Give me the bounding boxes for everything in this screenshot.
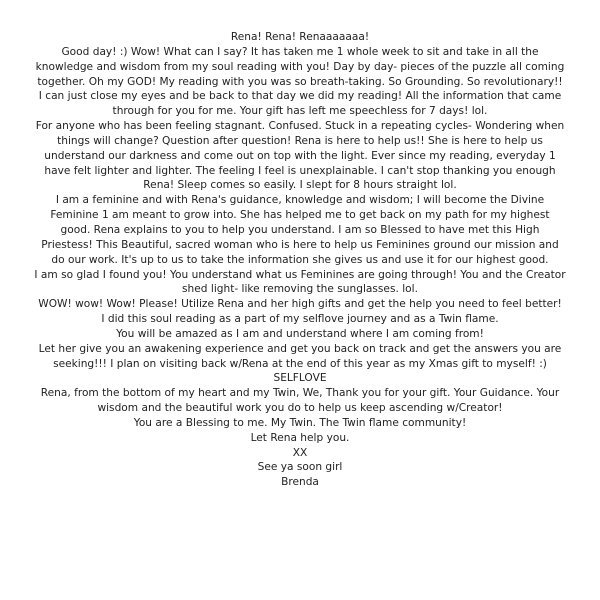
testimonial-paragraph: WOW! wow! Wow! Please! Utilize Rena and her high gifts and get the help you need to feel better! [38, 298, 562, 311]
kisses-line: XX [292, 446, 308, 459]
testimonial-paragraph: I am a feminine and with Rena's guidance, knowledge and wisdom; I will become the Divine Feminine 1 am meant to grow into. She has helped me to get back on my path for my highest good. Rena explains to you to help you understand. I am so Blessed to have met this High Priestess! This Beautiful, sacred woman who is here to help us Feminines ground our mission and do our work. It's up to us to take the information she gives us and use it for our highest good. [41, 194, 559, 266]
testimonial-paragraph: Let her give you an awakening experience and get you back on track and get the answers you are seeking!!! I plan on visiting back w/Rena at the end of this year as my Xmas gift to myself! :) [38, 342, 562, 370]
farewell-line: See ya soon girl [257, 461, 343, 474]
testimonial-paragraph: I am so glad I found you! You understand what us Feminines are going through! You and the Creator shed light- like removing the sunglasses. lol. [34, 268, 566, 296]
testimonial-paragraph: Good day! :) Wow! What can I say? It has taken me 1 whole week to sit and take in all the knowledge and wisdom from my soul reading with you! Day by day- pieces of the puzzle all coming together. Oh my GOD! My reading with you was so breath-taking. So Grounding. So revolutionary!! [35, 45, 565, 88]
greeting-line: Rena! Rena! Renaaaaaaa! [230, 31, 370, 43]
closing-line: Let Rena help you. [250, 431, 350, 444]
testimonial-paragraph: I did this soul reading as a part of my selflove journey and as a Twin flame. [101, 313, 499, 326]
testimonial-paragraph: You will be amazed as I am and understand where I am coming from! [116, 327, 484, 340]
testimonial-text-block [34, 30, 566, 490]
signature-name: Brenda [281, 476, 319, 489]
selflove-heading: SELFLOVE [273, 372, 327, 385]
testimonial-paragraph: Rena, from the bottom of my heart and my Twin, We, Thank you for your gift. Your Guidance. Your wisdom and the beautiful work you do to help us keep ascending w/Creator! [40, 387, 560, 415]
testimonial-paragraph: I can just close my eyes and be back to that day we did my reading! All the information that came through for you for me. Your gift has left me speechless for 7 days! lol. [38, 90, 562, 118]
testimonial-paragraph: You are a Blessing to me. My Twin. The Twin flame community! [133, 416, 467, 429]
testimonial-paragraph: For anyone who has been feeling stagnant. Confused. Stuck in a repeating cycles- Wondering when things will change? Question after question! Rena is here to help us!! She is here to help us understand our darkness and come out on top with the light. Ever since my reading, everyday 1 have felt lighter and lighter. The feeling I feel is unexplainable. I can't stop thanking you enough Rena! Sleep comes so easily. I slept for 8 hours straight lol. [35, 120, 565, 192]
